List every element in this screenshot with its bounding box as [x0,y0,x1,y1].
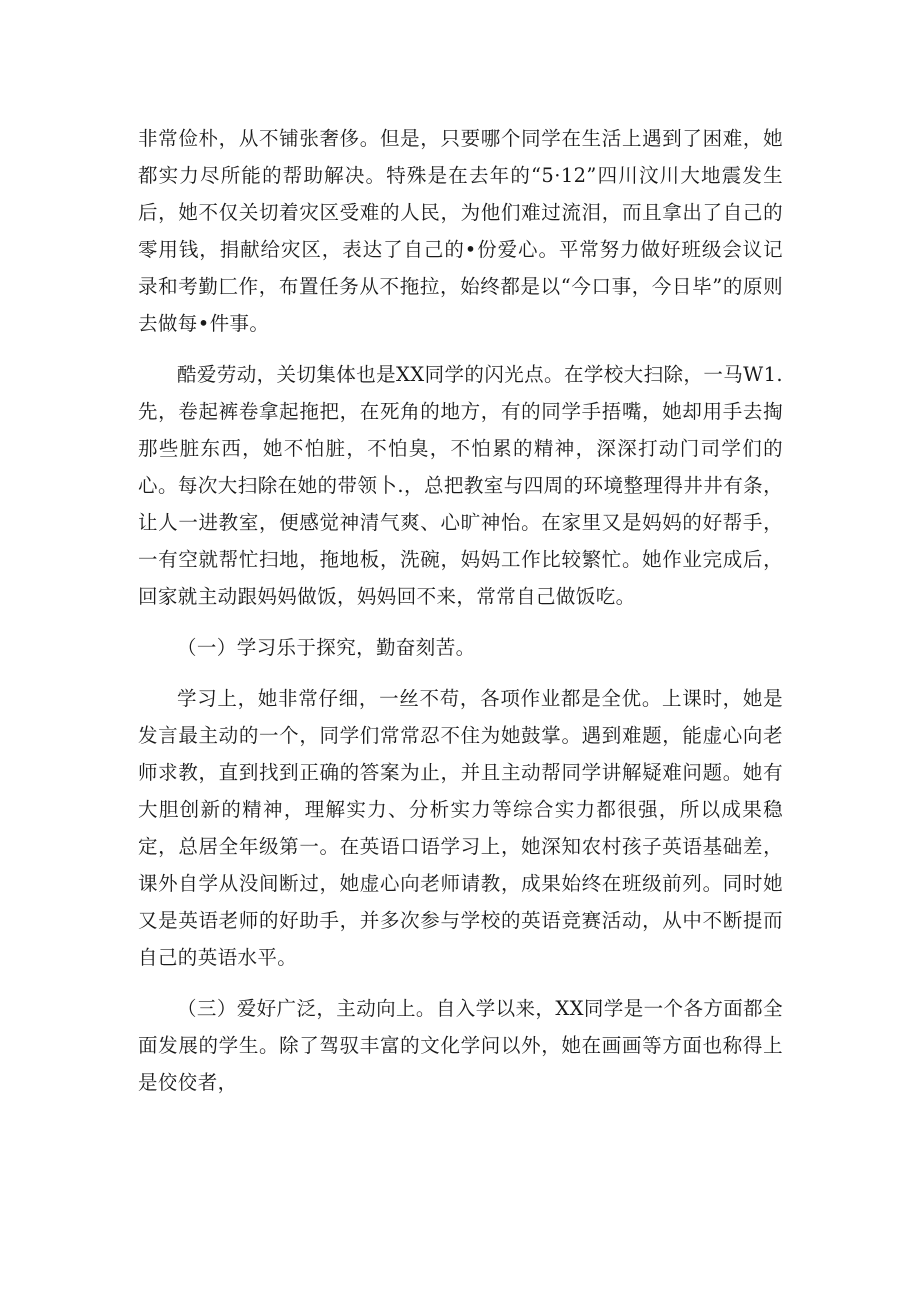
paragraph-study-diligence: 学习上，她非常仔细，一丝不苟，各项作业都是全优。上课时，她是发言最主动的一个，同学们常常忍不住为她鼓掌。遇到难题，能虚心向老师求教，直到找到正确的答案为止，并且主动帮同学讲解疑难问题。她有大胆创新的精神，理解实力、分析实力等综合实力都很强，所以成果稳定，总居全年级第一。在英语口语学习上，她深知农村孩子英语基础差，课外自学从没间断过，她虚心向老师请教，成果始终在班级前列。同时她又是英语老师的好助手，并多次参与学校的英语竞赛活动，从中不断提而自己的英语水平。 [138,687,783,969]
paragraph-hobbies: （三）爱好广泛，主动向上。自入学以来，XX同学是一个各方面都全面发展的学生。除了驾驭丰富的文化学问以外，她在画画等方面也称得上是佼佼者， [138,997,783,1094]
document-body [138,120,783,1101]
paragraph-frugal-helpful: 非常俭朴，从不铺张奢侈。但是，只要哪个同学在生活上遇到了困难，她都实力尽所能的帮助解决。特殊是在去年的“5·12”四川汶川大地震发生后，她不仅关切着灾区受难的人民，为他们难过流泪，而且拿出了自己的零用钱，捐献给灾区，表达了自己的•份爱心。平常努力做好班级会议记录和考勤匚作，布置任务从不拖拉，始终都是以“今口事，今日毕”的原则去做每•件事。 [138,127,783,335]
paragraph-labor-collective: 酷爱劳动，关切集体也是XX同学的闪光点。在学校大扫除，一马W1.先，卷起裤卷拿起拖把，在死角的地方，有的同学手捂嘴，她却用手去掏那些脏东西，她不怕脏，不怕臭，不怕累的精神，深深打动门司学们的心。每次大扫除在她的带领卜.，总把教室与四周的环境整理得井井有条，让人一进教室，便感觉神清气爽、心旷神怡。在家里又是妈妈的好帮手，一有空就帮忙扫地，拖地板，洗碗，妈妈工作比较繁忙。她作业完成后，回家就主动跟妈妈做饭，妈妈回不来，常常自己做饭吃。 [138,363,783,608]
section-heading-study: （一）学习乐于探究，勤奋刻苦。 [177,636,476,659]
